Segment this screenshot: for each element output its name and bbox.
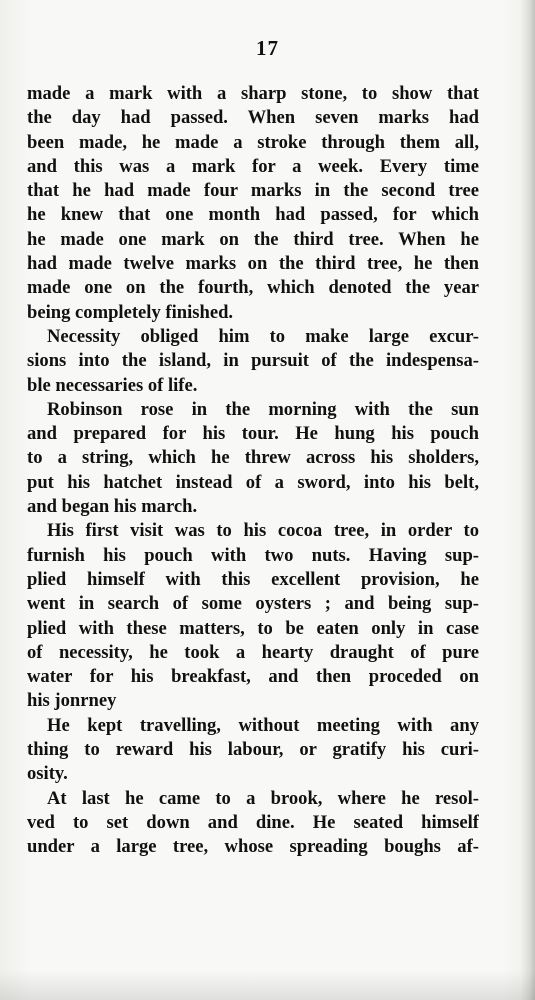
text-line: had made twelve marks on the third tree, he then [27,253,479,275]
text-line: being completely finished. [27,301,234,323]
text-line: and this was a mark for a week. Every time [27,155,479,177]
text-line: ved to set down and dine. He seated himself [27,811,479,833]
text-line: went in search of some oysters ; and being sup- [27,593,479,615]
text-line: been made, he made a stroke through them all, [27,131,479,153]
text-line: Robinson rose in the morning with the sun [47,398,479,420]
body-text [27,82,479,860]
text-line: the day had passed. When seven marks had [27,107,479,129]
text-line: and began his march. [27,496,198,518]
text-line: plied with these matters, to be eaten only in case [27,617,479,639]
page-number: 17 [256,36,279,60]
text-line: his jonrney [27,690,117,712]
text-line: put his hatchet instead of a sword, into his belt, [27,471,479,493]
text-line: to a string, which he threw across his sholders, [27,447,479,469]
text-line: He kept travelling, without meeting with any [47,714,479,736]
text-line: Necessity obliged him to make large excur- [47,325,479,347]
text-line: plied himself with this excellent provision, he [27,568,479,590]
text-line: he knew that one month had passed, for which [27,204,479,226]
text-line: ble necessaries of life. [27,374,198,396]
text-line: At last he came to a brook, where he resol- [47,787,479,809]
text-line: that he had made four marks in the second tree [27,180,479,202]
text-line: under a large tree, whose spreading boughs af- [27,836,479,858]
text-line: furnish his pouch with two nuts. Having sup- [27,544,479,566]
text-line: sions into the island, in pursuit of the indespensa- [27,350,479,372]
text-line: made a mark with a sharp stone, to show that [27,83,479,104]
text-line: water for his breakfast, and then proceded on [27,666,479,688]
text-line: of necessity, he took a hearty draught of pure [27,641,479,663]
text-line: His first visit was to his cocoa tree, in order to [47,520,479,542]
text-line: he made one mark on the third tree. When he [27,228,479,250]
text-line: thing to reward his labour, or gratify his curi- [27,739,479,761]
text-line: osity. [27,763,68,785]
text-line: made one on the fourth, which denoted the year [27,277,479,299]
page-bottom-shadow [0,970,535,1000]
page-edge-shadow [521,0,535,1000]
text-line: and prepared for his tour. He hung his pouch [27,423,479,445]
